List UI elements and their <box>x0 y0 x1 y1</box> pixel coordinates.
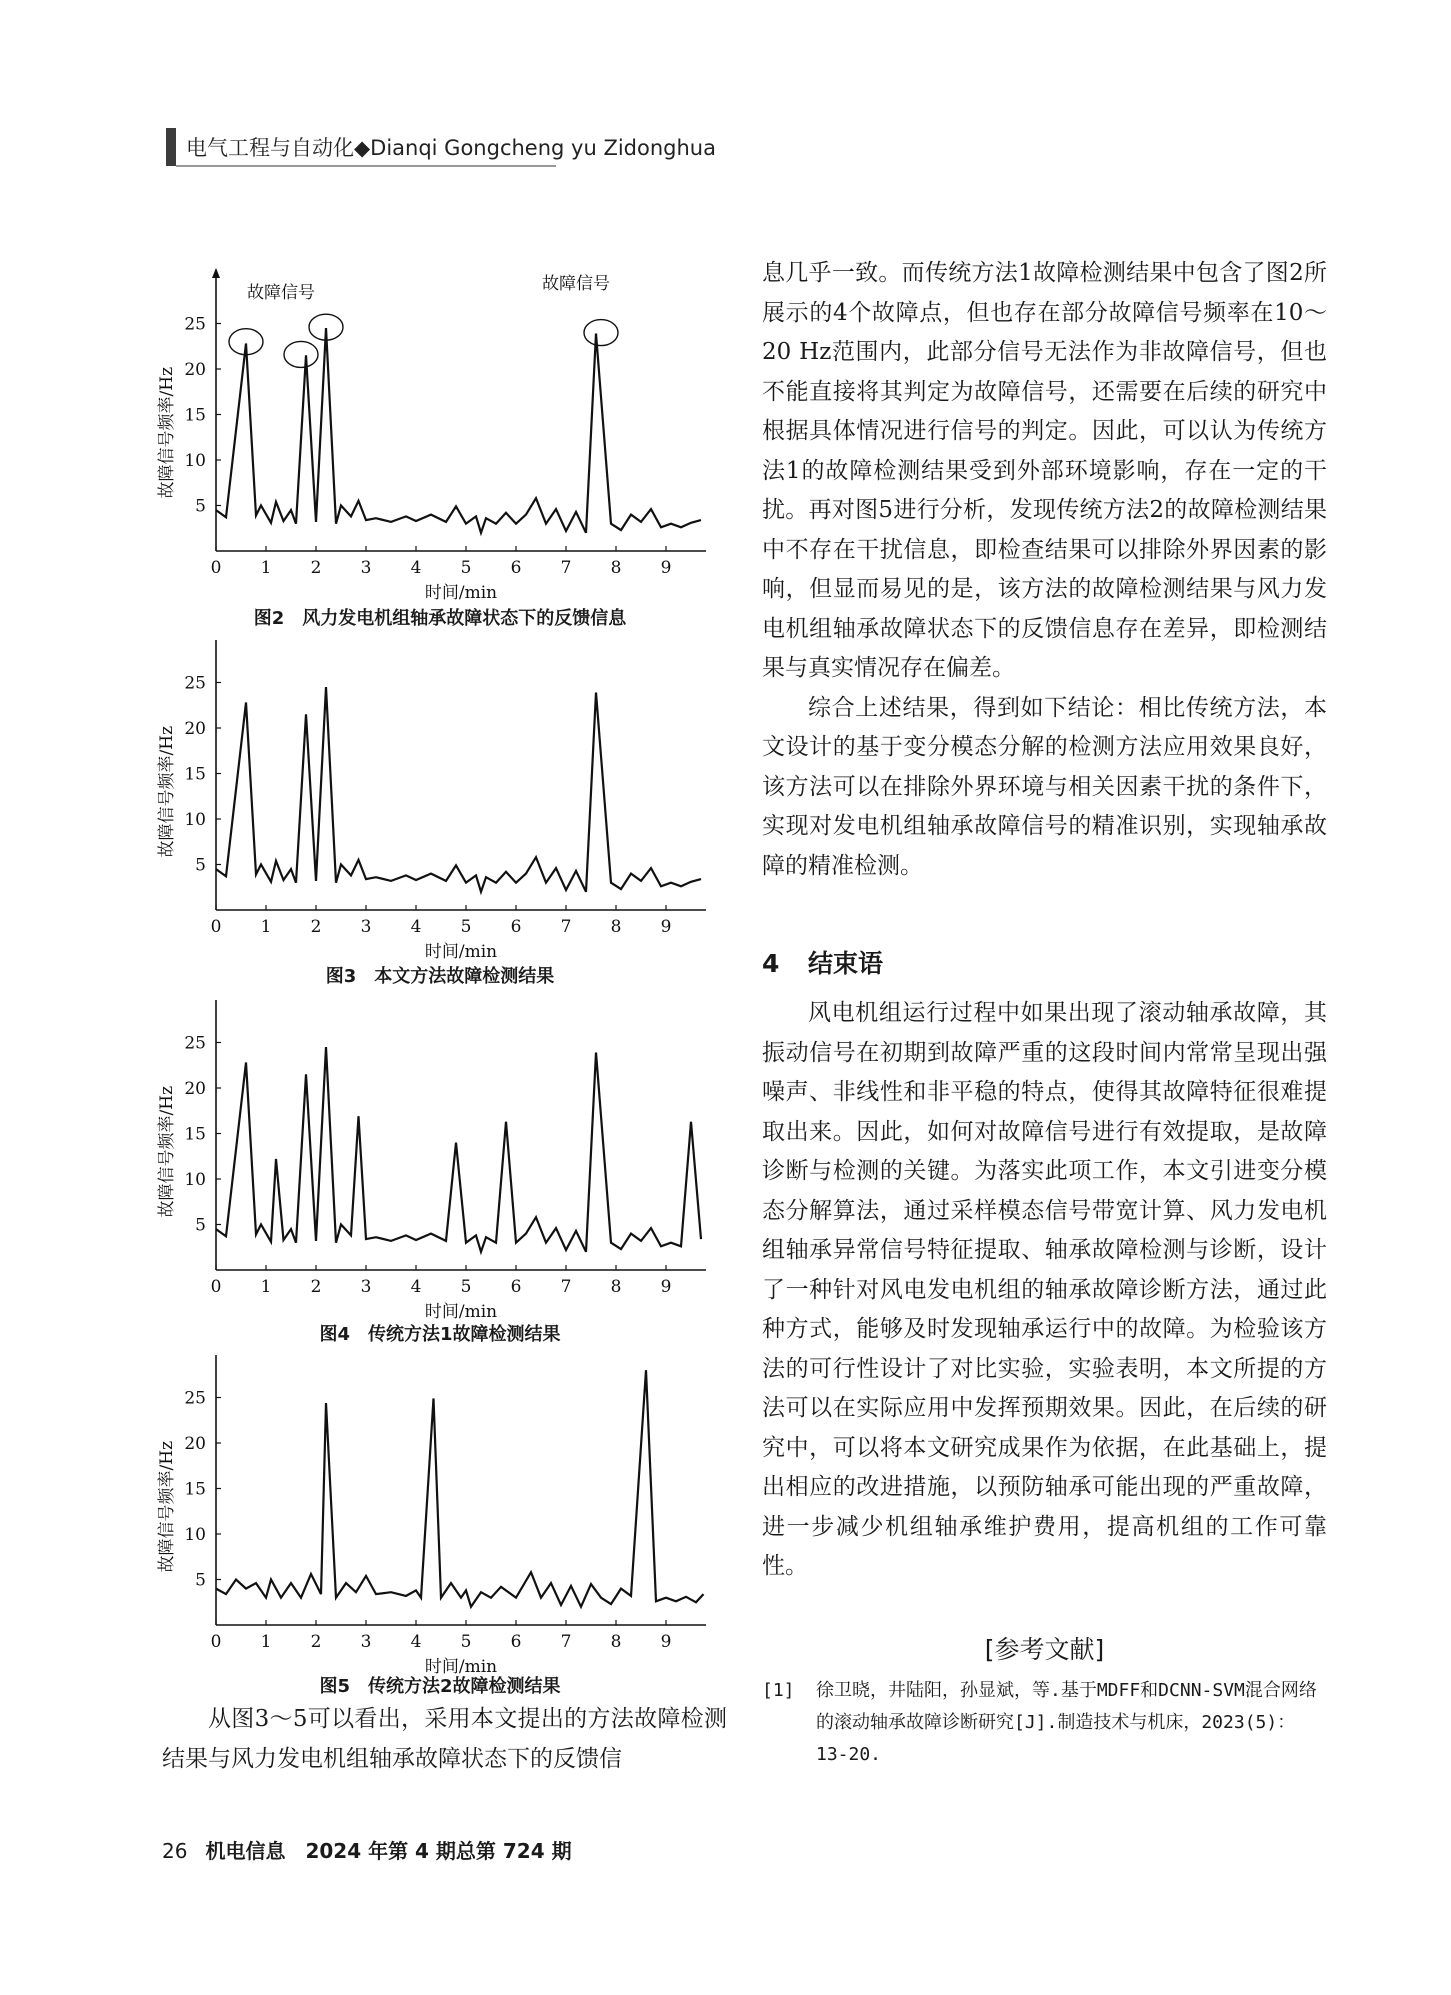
y-tick-label: 25 <box>184 1388 206 1409</box>
series-line <box>216 687 701 892</box>
footer-journal: 机电信息 2024 年第 4 期总第 724 期 <box>205 1839 572 1863</box>
x-tick-label: 6 <box>510 917 522 937</box>
x-tick-label: 8 <box>610 1632 622 1652</box>
header-rule <box>176 165 556 167</box>
x-tick-label: 1 <box>260 558 272 578</box>
x-tick-label: 5 <box>460 1277 472 1297</box>
x-tick-label: 7 <box>560 1632 572 1652</box>
annotation-label: 故障信号 <box>542 273 610 294</box>
reference-text: 徐卫晓，井陆阳，孙显斌，等.基于MDFF和DCNN-SVM混合网络的滚动轴承故障诊断研究[J].制造技术与机床，2023(5)：13-20. <box>816 1680 1317 1765</box>
y-axis-label: 故障信号频率/Hz <box>157 1085 177 1218</box>
y-tick-label: 15 <box>184 764 206 785</box>
x-tick-label: 3 <box>360 1277 372 1297</box>
page-footer <box>162 1835 572 1864</box>
x-tick-label: 5 <box>460 558 472 578</box>
x-tick-label: 2 <box>310 1632 322 1652</box>
figure-2 <box>150 258 720 618</box>
x-tick-label: 6 <box>510 1277 522 1297</box>
figure-5 <box>150 1355 720 1675</box>
paragraph-analysis: 息几乎一致。而传统方法1故障检测结果中包含了图2所展示的4个故障点，但也存在部分故障信号频率在10～20 Hz范围内，此部分信号无法作为非故障信号，但也不能直接将其判定为故障信号，还需要在后续的研究中根据具体情况进行信号的判定。因此，可以认为传统方法1的故障检测结果受到外部环境影响，存在一定的干扰。再对图5进行分析，发现传统方法2的故障检测结果中不存在干扰信息，即检查结果可以排除外界因素的影响，但显而易见的是，该方法的故障检测结果与风力发电机组轴承故障状态下的反馈信息存在差异，即检测结果与真实情况存在偏差。 <box>762 260 1327 681</box>
journal-name-pinyin: Dianqi Gongcheng yu Zidonghua <box>370 136 716 160</box>
section-heading <box>762 944 883 980</box>
paragraph-conclusion: 风电机组运行过程中如果出现了滚动轴承故障，其振动信号在初期到故障严重的这段时间内常常呈现出强噪声、非线性和非平稳的特点，使得其故障特征很难提取出来。因此，如何对故障信号进行有效提取，是故障诊断与检测的关键。为落实此项工作，本文引进变分模态分解算法，通过采样模态信号带宽计算、风力发电机组轴承异常信号特征提取、轴承故障检测与诊断，设计了一种针对风电发电机组的轴承故障诊断方法，通过此种方式，能够及时发现轴承运行中的故障。为检验该方法的可行性设计了对比实验，实验表明，本文所提的方法可以在实际应用中发挥预期效果。因此，在后续的研究中，可以将本文研究成果作为依据，在此基础上，提出相应的改进措施，以预防轴承可能出现的严重故障，进一步减少机组轴承维护费用，提高机组的工作可靠性。 <box>762 1000 1327 1579</box>
y-axis-label: 故障信号频率/Hz <box>157 1440 177 1573</box>
x-tick-label: 4 <box>410 1277 422 1297</box>
x-tick-label: 1 <box>260 1277 272 1297</box>
x-tick-label: 6 <box>510 558 522 578</box>
chart-fig3 <box>150 640 720 960</box>
x-tick-label: 2 <box>310 917 322 937</box>
y-tick-label: 20 <box>184 719 206 739</box>
y-tick-label: 10 <box>184 1525 206 1545</box>
y-tick-label: 10 <box>184 1170 206 1190</box>
section-number: 4 <box>762 949 780 978</box>
series-line <box>216 1370 704 1607</box>
x-tick-label: 4 <box>410 917 422 937</box>
y-tick-label: 20 <box>184 1434 206 1454</box>
x-tick-label: 9 <box>660 558 672 578</box>
y-axis-label: 故障信号频率/Hz <box>157 725 177 858</box>
y-tick-label: 5 <box>195 855 206 876</box>
annotation-label: 故障信号 <box>247 283 315 304</box>
y-tick-label: 15 <box>184 405 206 426</box>
x-tick-label: 8 <box>610 917 622 937</box>
fault-marker-circle <box>284 341 318 367</box>
references-title: [参考文献] <box>984 1635 1105 1664</box>
y-tick-label: 5 <box>195 1570 206 1591</box>
x-tick-label: 9 <box>660 1632 672 1652</box>
x-tick-label: 6 <box>510 1632 522 1652</box>
chart-fig2 <box>150 258 720 618</box>
y-tick-label: 5 <box>195 1215 206 1236</box>
x-tick-label: 0 <box>210 1632 222 1652</box>
x-tick-label: 0 <box>210 558 222 578</box>
y-tick-label: 20 <box>184 360 206 380</box>
y-tick-label: 15 <box>184 1479 206 1500</box>
caption-fig2: 图2 风力发电机组轴承故障状态下的反馈信息 <box>253 608 627 629</box>
y-tick-label: 15 <box>184 1124 206 1145</box>
y-tick-label: 10 <box>184 451 206 471</box>
diamond-icon: ◆ <box>354 136 371 160</box>
x-tick-label: 5 <box>460 1632 472 1652</box>
x-tick-label: 4 <box>410 558 422 578</box>
y-tick-label: 25 <box>184 673 206 694</box>
reference-item <box>762 1675 1327 1771</box>
x-tick-label: 9 <box>660 917 672 937</box>
right-column <box>762 254 1327 886</box>
header-text <box>186 132 716 162</box>
chart-fig4 <box>150 1000 720 1320</box>
x-tick-label: 7 <box>560 917 572 937</box>
header-bar <box>166 128 176 166</box>
x-tick-label: 8 <box>610 558 622 578</box>
x-tick-label: 3 <box>360 917 372 937</box>
x-tick-label: 8 <box>610 1277 622 1297</box>
x-tick-label: 7 <box>560 558 572 578</box>
x-axis-label: 时间/min <box>424 942 498 960</box>
y-tick-label: 25 <box>184 314 206 335</box>
x-tick-label: 0 <box>210 917 222 937</box>
x-axis-label: 时间/min <box>424 583 498 603</box>
chart-fig5 <box>150 1355 720 1675</box>
caption-fig3: 图3 本文方法故障检测结果 <box>325 966 555 987</box>
x-tick-label: 7 <box>560 1277 572 1297</box>
x-tick-label: 5 <box>460 917 472 937</box>
section-title: 结束语 <box>808 949 884 978</box>
caption-fig5: 图5 传统方法2故障检测结果 <box>319 1676 561 1697</box>
left-paragraph: 从图3～5可以看出，采用本文提出的方法故障检测结果与风力发电机组轴承故障状态下的反馈信 <box>162 1706 727 1772</box>
fault-marker-circle <box>584 320 618 346</box>
y-axis-arrow <box>212 268 220 278</box>
y-tick-label: 25 <box>184 1033 206 1054</box>
figure-4 <box>150 1000 720 1320</box>
x-tick-label: 2 <box>310 558 322 578</box>
reference-tag: [1] <box>762 1680 795 1701</box>
x-tick-label: 0 <box>210 1277 222 1297</box>
running-header <box>166 128 716 166</box>
x-tick-label: 3 <box>360 1632 372 1652</box>
paragraph-summary: 综合上述结果，得到如下结论：相比传统方法，本文设计的基于变分模态分解的检测方法应用效果良好，该方法可以在排除外界环境与相关因素干扰的条件下，实现对发电机组轴承故障信号的精准识别，实现轴承故障的精准检测。 <box>762 694 1327 879</box>
y-axis-label: 故障信号频率/Hz <box>157 366 177 499</box>
x-tick-label: 4 <box>410 1632 422 1652</box>
x-tick-label: 2 <box>310 1277 322 1297</box>
series-line <box>216 1047 701 1252</box>
figure-3 <box>150 640 720 960</box>
x-tick-label: 3 <box>360 558 372 578</box>
series-line <box>216 328 701 533</box>
x-axis-label: 时间/min <box>424 1302 498 1320</box>
x-tick-label: 1 <box>260 1632 272 1652</box>
y-tick-label: 20 <box>184 1079 206 1099</box>
x-tick-label: 9 <box>660 1277 672 1297</box>
page-number: 26 <box>162 1839 188 1863</box>
journal-name-cn: 电气工程与自动化 <box>186 136 354 160</box>
y-tick-label: 10 <box>184 810 206 830</box>
x-tick-label: 1 <box>260 917 272 937</box>
x-axis-label: 时间/min <box>424 1657 498 1675</box>
caption-fig4: 图4 传统方法1故障检测结果 <box>319 1324 561 1345</box>
y-tick-label: 5 <box>195 496 206 517</box>
